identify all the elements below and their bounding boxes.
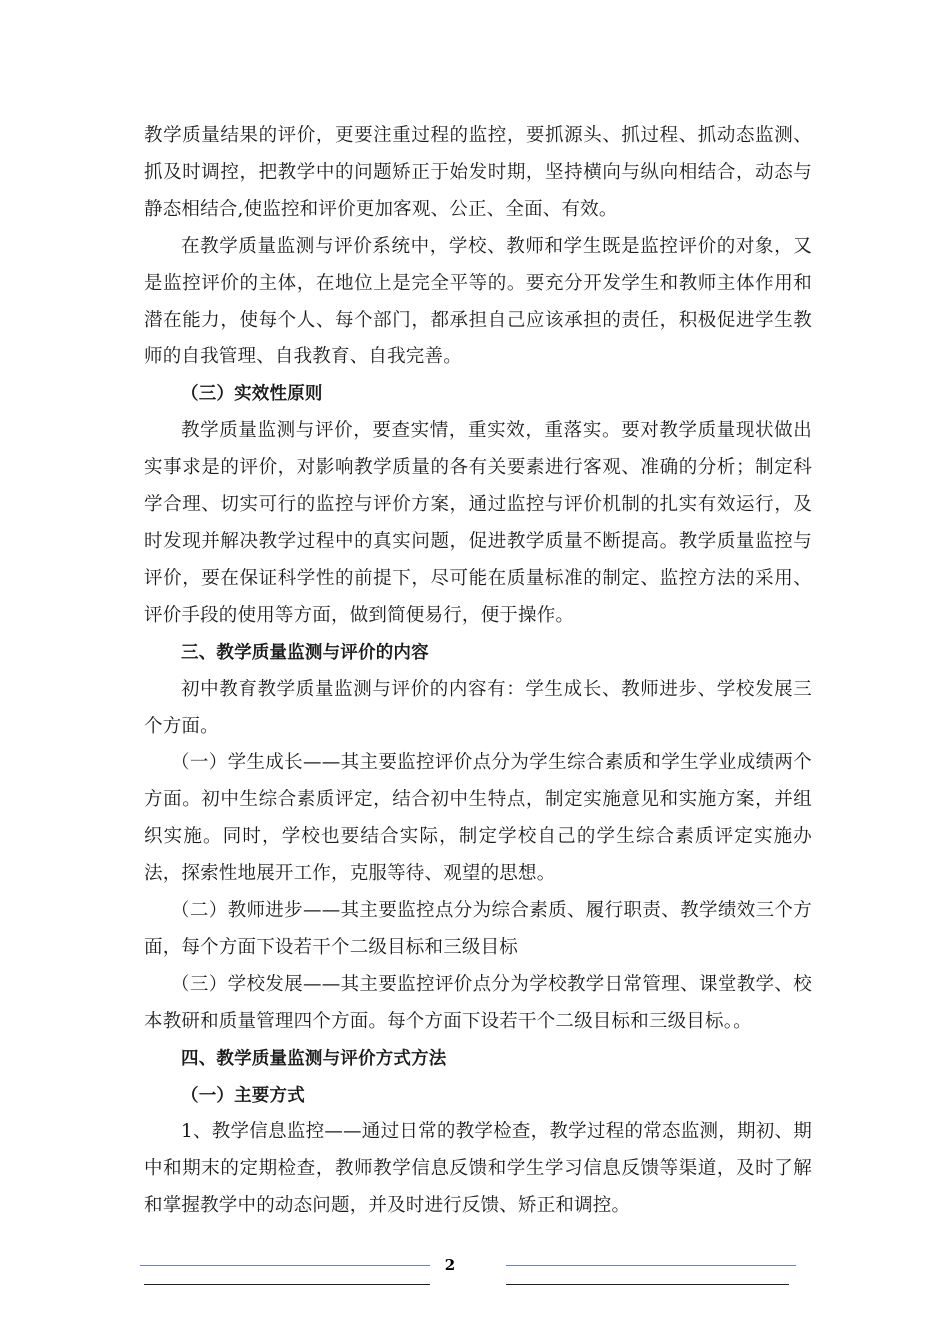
paragraph: 教学质量监测与评价，要查实情，重实效，重落实。要对教学质量现状做出实事求是的评价，对影响教学质量的各有关要素进行客观、准确的分析；制定科学合理、切实可行的监控与评价方案，通过监控与评价机制的扎实有效运行，及时发现并解决教学过程中的真实问题，促进教学质量不断提高。教学质量监控与评价，要在保证科学性的前提下，尽可能在质量标准的制定、监控方法的采用、评价手段的使用等方面，做到简便易行，便于操作。 <box>144 420 812 626</box>
paragraph: 在教学质量监测与评价系统中，学校、教师和学生既是监控评价的对象，又是监控评价的主体，在地位上是完全平等的。要充分开发学生和教师主体作用和潜在能力，使每个人、每个部门，都承担自己应该承担的责任，积极促进学生教师的自我管理、自我教育、自我完善。 <box>144 235 812 368</box>
paragraph: （三）学校发展——其主要监控评价点分为学校教学日常管理、课堂教学、校本教研和质量管理四个方面。每个方面下设若干个二级目标和三级目标。。 <box>144 973 812 1032</box>
footer-rule-right-bottom <box>506 1284 789 1285</box>
page-footer <box>140 1255 800 1295</box>
footer-rule-left-bottom <box>144 1284 430 1285</box>
page-number: 2 <box>444 1256 456 1274</box>
paragraph: 教学质量结果的评价，更要注重过程的监控，要抓源头、抓过程、抓动态监测、抓及时调控，把教学中的问题矫正于始发时期，坚持横向与纵向相结合，动态与静态相结合,使监控和评价更加客观、公正、全面、有效。 <box>144 125 812 220</box>
section-heading: 四、教学质量监测与评价方式方法 <box>181 1048 447 1069</box>
paragraph: （二）教师进步——其主要监控点分为综合素质、履行职责、教学绩效三个方面，每个方面下设若干个二级目标和三级目标 <box>144 900 812 958</box>
paragraph: （一）学生成长——其主要监控评价点分为学生综合素质和学生学业成绩两个方面。初中生综合素质评定，结合初中生特点，制定实施意见和实施方案，并组织实施。同时，学校也要结合实际，制定学校自己的学生综合素质评定实施办法，探索性地展开工作，克服等待、观望的思想。 <box>144 752 812 885</box>
paragraph: 1、教学信息监控——通过日常的教学检查，教学过程的常态监测，期初、期中和期末的定期检查，教师教学信息反馈和学生学习信息反馈等渠道，及时了解和掌握教学中的动态问题，并及时进行反馈、矫正和调控。 <box>144 1121 812 1217</box>
document-body <box>144 118 812 1225</box>
footer-rule-right-top <box>506 1265 796 1266</box>
paragraph: 初中教育教学质量监测与评价的内容有：学生成长、教师进步、学校发展三个方面。 <box>144 678 812 737</box>
section-subheading: （一）主要方式 <box>181 1085 305 1106</box>
section-heading: 三、教学质量监测与评价的内容 <box>181 642 429 663</box>
section-subheading: （三）实效性原则 <box>181 384 323 405</box>
footer-rule-left-top <box>140 1265 430 1266</box>
